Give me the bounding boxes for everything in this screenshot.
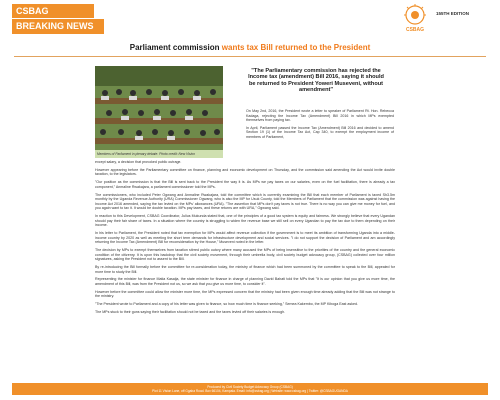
footer-bar [12, 383, 488, 395]
paragraph: The decision by MPs to exempt themselves from taxation stirred public outcry where many accused the MPs of being insensitive to the priorities of the country and the general economic condition of the citizenry. It is upon this backdrop that the civil society movement, through their umbrella body, civil society budget advocacy group, (CSBAG) collected over four million signatures, asking the President not to assent to the Bill. [95, 248, 395, 262]
paragraph: The commissioners, who included Peter Ogwang and Anmaline Rwakajara, told the committee which is currently examining the Bill that each member of Parliament is taxed Sh3.5m monthly by the Uganda Revenue Authority (URA) Commissioner Ogwang, who is also the MP for Usuk County, told the Members of Parliament that the commission was against having the Income Act 2016 amended, saying the tax levied on the MPs' allowances (URA). "The assertion that MPs don't pay taxes is not true. There is no way you can give me money for fuel, and you again want to tax it. It would be double taxation. MPs pay taxes, and these returns are with URA," Ogwang said. [95, 192, 395, 211]
paragraph: By re-introducing the Bill formally before the committee for re-consideration today, the ministry of finance which had been summoned by the committee to speak to the Bill, appealed for more time to study the Bill. [95, 265, 395, 274]
brand-banner: CSBAG [12, 4, 94, 18]
footer-line-1: Produced by Civil Society Budget Advocacy Group (CSBAG) [207, 385, 293, 389]
paragraph: In April, Parliament passed the Income Tax (Amendment) Bill 2016 and decided to amend Section 19 (1) of the Income Tax Act, Cap 340, to exempt the employment income of members of Parliament, [246, 125, 394, 139]
svg-text:CSBAG: CSBAG [405, 27, 425, 33]
parliament-photo [95, 66, 223, 151]
paragraph: except salary, a decision that provoked public outrage. [95, 160, 182, 164]
paragraph: In reaction to this Development, CSBAG Coordinator, Julius Mukunda stated that, one of the principles of a good tax system is equity and fairness. We strongly believe that every Ugandan should pay their fair share of taxes. In a situation where the country is struggling to widen the revenue base we still sell on every Ugandan to pay the tax due to them depending on their income. [95, 214, 395, 228]
csbag-logo-icon [398, 3, 432, 33]
article-body [95, 160, 395, 318]
divider [14, 56, 486, 57]
paragraph: "The President wrote to Parliament and a copy of his letter was given to finance, so how much time is finance seeking," Semea Kakembo, the MP Kiboga East asked. [95, 302, 358, 307]
paragraph: On May 2nd, 2016, the President wrote a letter to speaker of Parliament Rt. Hon. Rebecca Kadaga, rejecting the Income Tax (Amendment) Bill 2016 in which MPs exempted themselves from paying tax. [246, 109, 394, 123]
photo-caption: Members of Parliament in plenary debate. Photo credit: New Vision [95, 150, 223, 158]
headline-highlight: wants tax Bill returned to the President [221, 43, 371, 52]
paragraph: However appearing before the Parliamentary committee on finance, planning and economic development on Thursday, and the commission said amending the Act would invite double taxation, to the legislators. [95, 167, 395, 177]
footer-line-2: Plot 11 Vision Lane, off Ggaba Road. Box 66104, Kampala. Email: info@csbag.org | Website: www.csbag.org | Twitter: @CSBAGUGANDA [152, 389, 348, 393]
edition-label: 155TH EDITION [436, 11, 470, 16]
headline-part1: Parliament commission [129, 43, 222, 52]
pull-quote: "The Parliamentary commission has rejected the Income tax (amendment) Bill 2016, saying it should be returned to President Yoweri Museveni, without amendment" [248, 68, 384, 94]
paragraph: However before the committee could allow the minister more time, the MPs expressed concern that the ministry had been given enough time already adding that the Bill was not strange to the ministry. [95, 289, 395, 299]
side-column [246, 109, 394, 143]
breaking-news-banner: BREAKING NEWS [12, 19, 104, 34]
paragraph: "Our position as the commission is that the Bill is sent back to the President the way it is. As MPs we pay taxes on our salaries, even on the fuel facilitation, there is already a tax component," Anmaline Rwakajara, a parliament commissioner told the MPs. [95, 180, 395, 189]
paragraph: In his letter to Parliament, the President noted that tax exemption for MPs would affect revenue collection if the government is to meet its ambition of transforming Uganda into a middle-income country by 2020 as well as meeting the short term demands for infrastructure development and social services. "I do not support the decision of Parliament and am accordingly returning the Income Tax (Amendment) Bill for reconsideration by the House," Museveni noted in the letter. [95, 231, 395, 245]
paragraph: The MPs stuck to their guns saying their facilitation should not be taxed and the taxes levied off their salaries is enough. [95, 309, 286, 314]
parliament-photo-image [95, 66, 223, 151]
page-title [100, 43, 400, 52]
paragraph: Representing the minister for finance Matia Kasaija, the state minister for finance in charge of planning David Bahati told the MPs that "It is our opinion that you give us more time, the amendment of this Bill, was from the President not us, so we ask that you give us more time, to consider it". [95, 277, 395, 286]
